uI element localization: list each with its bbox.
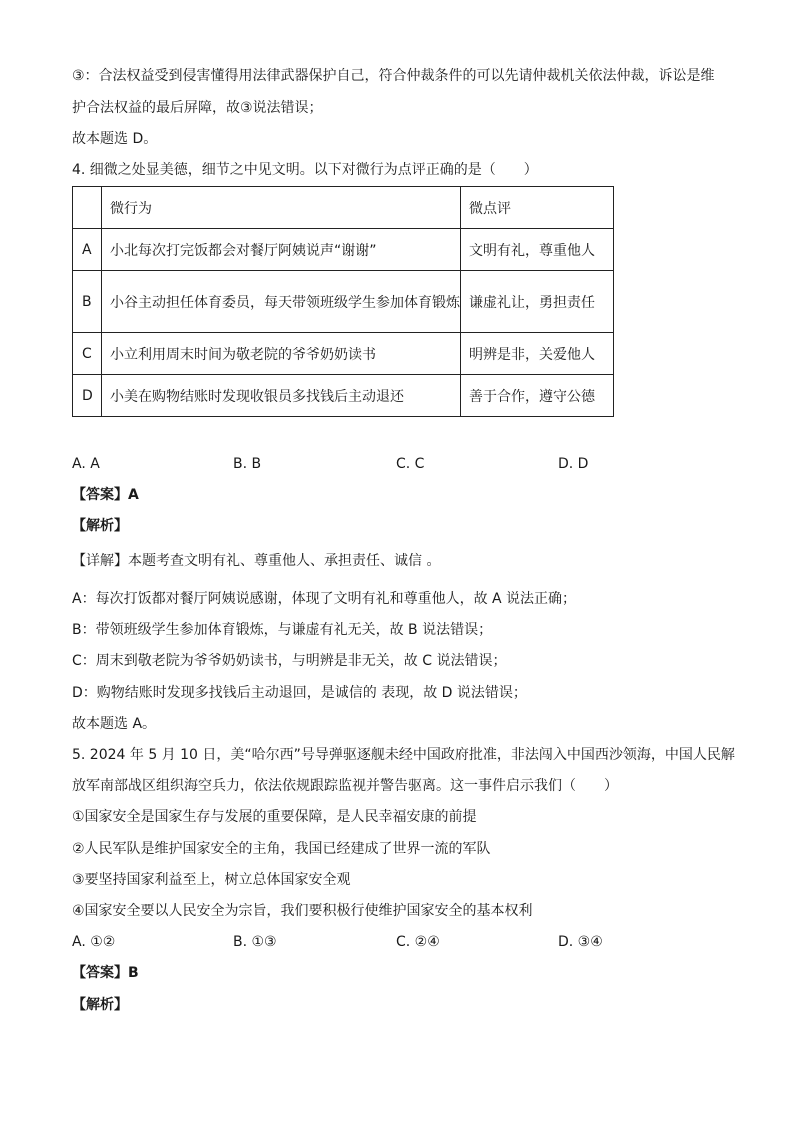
table-header-cell: [73, 187, 102, 229]
q3-conclusion: 故本题选 D。: [72, 131, 158, 147]
q5-statement-4: ④国家安全要以人民安全为宗旨，我们要积极行使维护国家安全的基本权利: [72, 903, 533, 919]
q4-option-d: D. D: [558, 456, 589, 472]
table-cell: A: [73, 229, 102, 271]
table-cell: 小谷主动担任体育委员，每天带领班级学生参加体育锻炼: [102, 271, 461, 333]
q5-option-c: C. ②④: [396, 934, 440, 950]
table-header-cell: 微行为: [102, 187, 461, 229]
q4-option-a: A. A: [72, 456, 100, 472]
q4-detail: 【详解】本题考查文明有礼、尊重他人、承担责任、诚信 。: [72, 553, 441, 569]
q3-explanation-line-2: 护合法权益的最后屏障，故③说法错误；: [72, 100, 323, 116]
q4-conclusion: 故本题选 A。: [72, 716, 157, 732]
q5-statement-2: ②人民军队是维护国家安全的主角，我国已经建成了世界一流的军队: [72, 841, 491, 857]
q5-option-a: A. ①②: [72, 934, 116, 950]
q5-statement-3: ③要坚持国家利益至上，树立总体国家安全观: [72, 872, 351, 888]
table-row: [73, 271, 614, 333]
q3-explanation-line-1: ③：合法权益受到侵害懂得用法律武器保护自己，符合仲裁条件的可以先请仲裁机关依法仲裁，诉讼是维: [72, 68, 715, 84]
table-cell: C: [73, 333, 102, 375]
q4-explanation-b: B：带领班级学生参加体育锻炼，与谦虚有礼无关，故 B 说法错误；: [72, 622, 493, 638]
q4-explanation-c: C：周末到敬老院为爷爷奶奶读书，与明辨是非无关，故 C 说法错误；: [72, 653, 507, 669]
q4-explanation-d: D：购物结账时发现多找钱后主动退回，是诚信的 表现，故 D 说法错误；: [72, 685, 527, 701]
table-cell: 小北每次打完饭都会对餐厅阿姨说声“谢谢”: [102, 229, 461, 271]
table-cell: 谦虚礼让，勇担责任: [461, 271, 614, 333]
q4-explanation-a: A：每次打饭都对餐厅阿姨说感谢，体现了文明有礼和尊重他人，故 A 说法正确；: [72, 591, 577, 607]
table-header-row: [73, 187, 614, 229]
q4-stem: 4. 细微之处显美德，细节之中见文明。以下对微行为点评正确的是（ ）: [72, 162, 538, 178]
q5-option-b: B. ①③: [233, 934, 277, 950]
q5-analysis-label: 【解析】: [72, 997, 128, 1013]
table-header-cell: 微点评: [461, 187, 614, 229]
table-cell: 善于合作，遵守公德: [461, 375, 614, 417]
table-cell: 文明有礼，尊重他人: [461, 229, 614, 271]
table-row: [73, 229, 614, 271]
q5-option-d: D. ③④: [558, 934, 603, 950]
table-row: [73, 333, 614, 375]
q4-analysis-label: 【解析】: [72, 518, 128, 534]
table-cell: 小美在购物结账时发现收银员多找钱后主动退还: [102, 375, 461, 417]
q5-stem-line-1: 5. 2024 年 5 月 10 日，美“哈尔西”号导弹驱逐舰未经中国政府批准，非法闯入中国西沙领海，中国人民解: [72, 747, 735, 763]
q4-answer: 【答案】A: [72, 487, 139, 503]
q4-option-c: C. C: [396, 456, 425, 472]
q4-table: [72, 186, 614, 417]
q5-statement-1: ①国家安全是国家生存与发展的重要保障，是人民幸福安康的前提: [72, 809, 477, 825]
q5-stem-line-2: 放军南部战区组织海空兵力，依法依规跟踪监视并警告驱离。这一事件启示我们（ ）: [72, 778, 618, 794]
q4-option-b: B. B: [233, 456, 262, 472]
table-cell: D: [73, 375, 102, 417]
table-row: [73, 375, 614, 417]
table-cell: 明辨是非，关爱他人: [461, 333, 614, 375]
table-cell: 小立利用周末时间为敬老院的爷爷奶奶读书: [102, 333, 461, 375]
q5-answer: 【答案】B: [72, 965, 139, 981]
table-cell: B: [73, 271, 102, 333]
